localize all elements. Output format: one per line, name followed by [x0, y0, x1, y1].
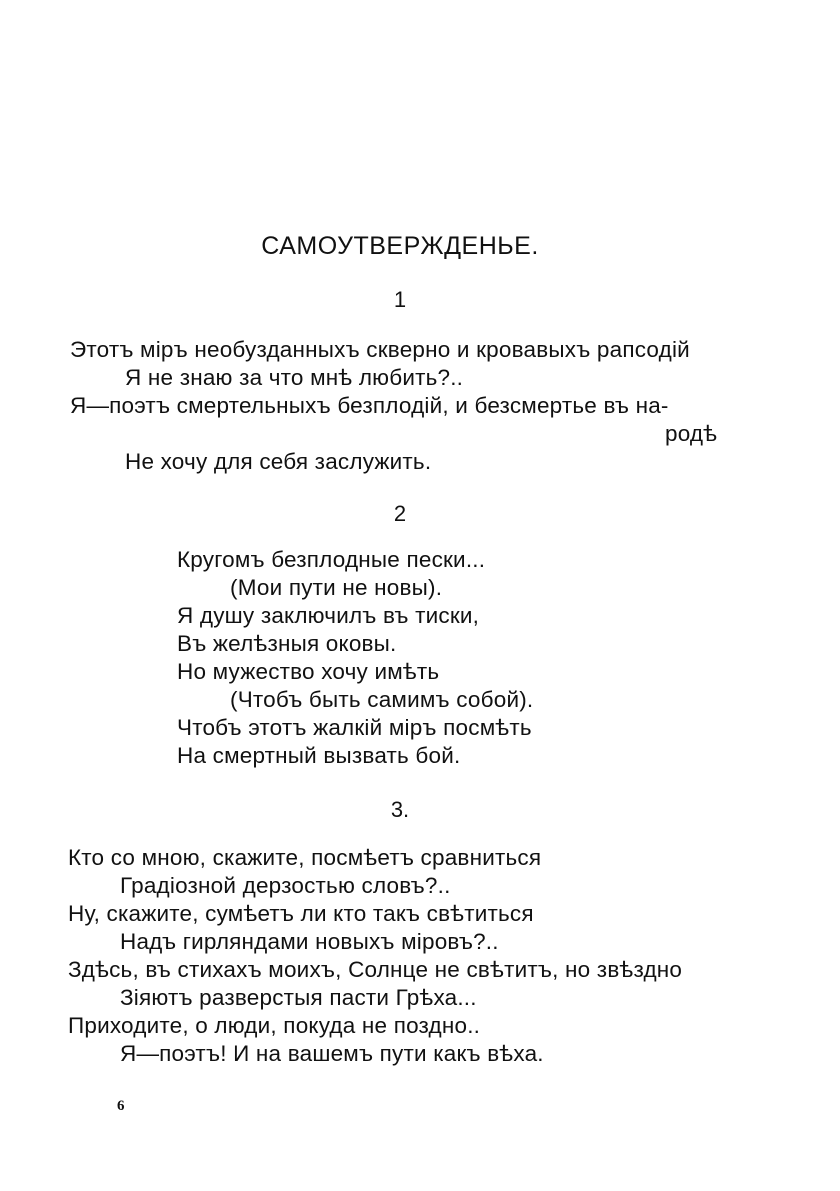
- poem-title: САМОУТВЕРЖДЕНЬЕ.: [261, 232, 539, 260]
- verse-line: Градіозной дерзостью словъ?..: [120, 873, 451, 898]
- verse-line: Надъ гирляндами новыхъ міровъ?..: [120, 929, 499, 954]
- section-number-3: 3.: [390, 797, 410, 822]
- verse-line: Здѣсь, въ стихахъ моихъ, Солнце не свѣтитъ, но звѣздно: [68, 957, 683, 982]
- verse-line: Въ желѣзныя оковы.: [177, 631, 397, 656]
- section-number-1: 1: [393, 287, 407, 312]
- verse-line: Я—поэтъ! И на вашемъ пути какъ вѣха.: [120, 1041, 544, 1066]
- verse-line: Но мужество хочу имѣть: [177, 659, 440, 684]
- section-number-2: 2: [393, 501, 407, 526]
- verse-line: Не хочу для себя заслужить.: [125, 449, 432, 474]
- verse-line: Я не знаю за что мнѣ любить?..: [125, 365, 464, 390]
- verse-line: (Мои пути не новы).: [230, 575, 443, 600]
- verse-line: Приходите, о люди, покуда не поздно..: [68, 1013, 481, 1038]
- page-number: 6: [117, 1098, 125, 1114]
- verse-line: Кругомъ безплодные пески...: [177, 547, 486, 572]
- verse-line: На смертный вызвать бой.: [177, 743, 461, 768]
- verse-line: Этотъ міръ необузданныхъ скверно и кровавыхъ рапсодій: [70, 337, 690, 362]
- verse-line: Ну, скажите, сумѣетъ ли кто такъ свѣтиться: [68, 901, 534, 926]
- verse-line: Я—поэтъ смертельныхъ безплодій, и безсмертье въ на-: [70, 393, 669, 418]
- verse-line: Зіяютъ разверстыя пасти Грѣха...: [120, 985, 477, 1010]
- verse-line: Чтобъ этотъ жалкій міръ посмѣть: [177, 715, 532, 740]
- verse-line: Кто со мною, скажите, посмѣетъ сравниться: [68, 845, 542, 870]
- verse-line: (Чтобъ быть самимъ собой).: [230, 687, 534, 712]
- verse-line-continuation: родѣ: [665, 421, 718, 446]
- verse-line: Я душу заключилъ въ тиски,: [177, 603, 480, 628]
